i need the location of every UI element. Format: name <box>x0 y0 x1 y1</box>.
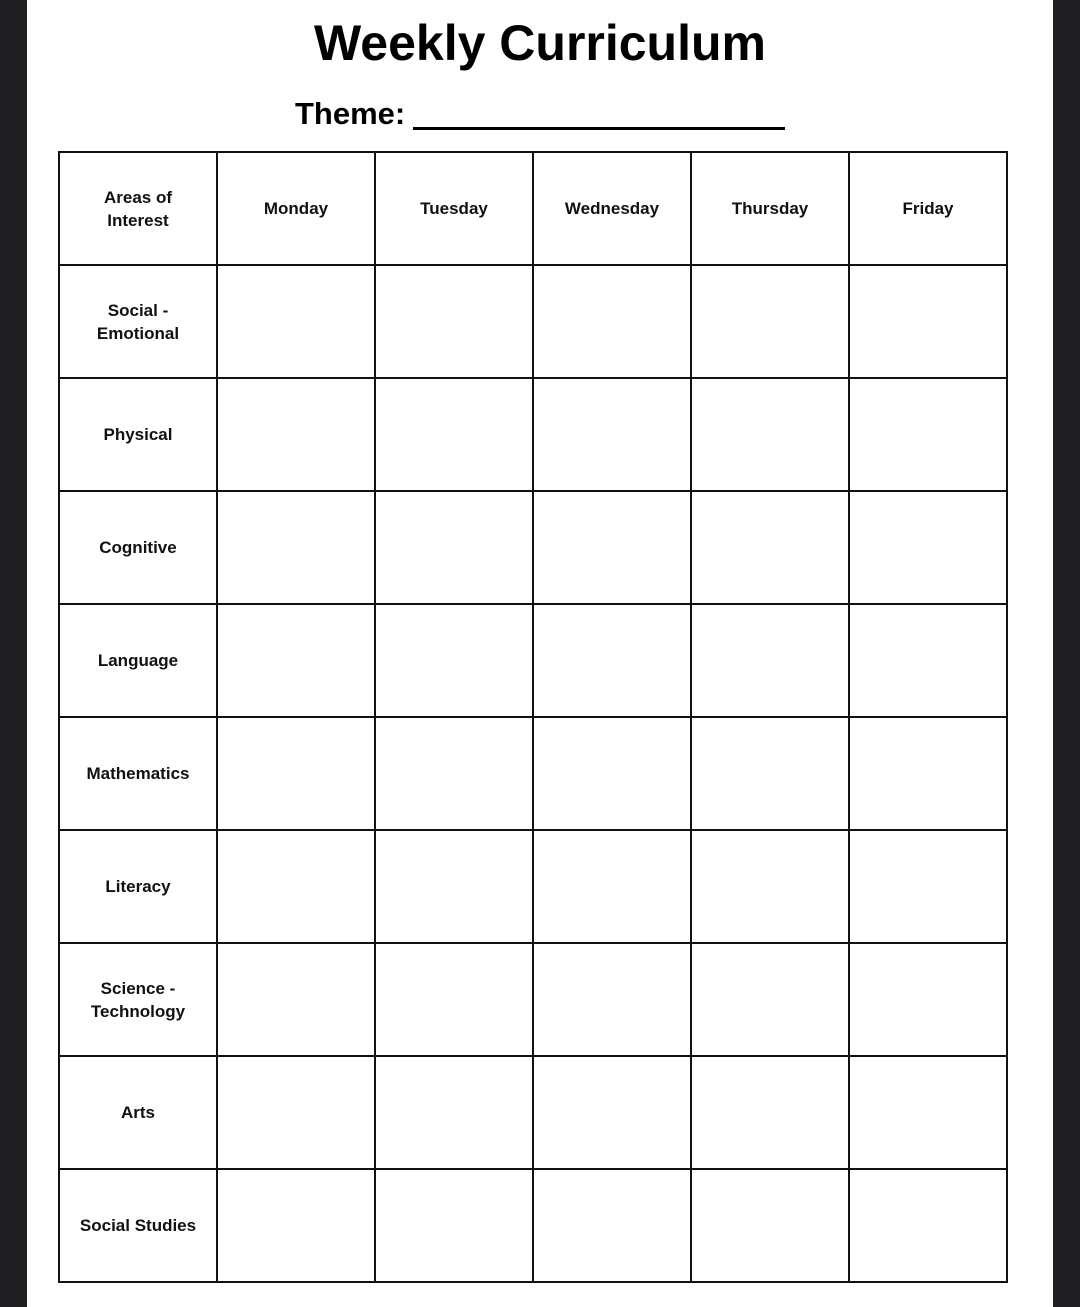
table-row <box>59 378 1007 491</box>
plan-cell[interactable] <box>691 943 849 1056</box>
plan-cell[interactable] <box>533 717 691 830</box>
area-label <box>59 265 217 378</box>
header-day: Thursday <box>691 152 849 265</box>
cell-text-line: Cognitive <box>99 538 177 557</box>
plan-cell[interactable] <box>691 1169 849 1282</box>
curriculum-table <box>58 151 1008 1283</box>
cell-text-line: Technology <box>90 1001 186 1021</box>
plan-cell[interactable] <box>533 491 691 604</box>
area-label <box>59 1056 217 1169</box>
plan-cell[interactable] <box>533 830 691 943</box>
plan-cell[interactable] <box>849 717 1007 830</box>
plan-cell[interactable] <box>533 604 691 717</box>
table-row <box>59 1056 1007 1169</box>
plan-cell[interactable] <box>375 1169 533 1282</box>
plan-cell[interactable] <box>375 604 533 717</box>
plan-cell[interactable] <box>849 1169 1007 1282</box>
plan-cell[interactable] <box>375 943 533 1056</box>
plan-cell[interactable] <box>691 1056 849 1169</box>
cell-text-line: Social Studies <box>79 1216 197 1235</box>
header-day: Tuesday <box>375 152 533 265</box>
plan-cell[interactable] <box>849 943 1007 1056</box>
plan-cell[interactable] <box>217 378 375 491</box>
plan-cell[interactable] <box>533 943 691 1056</box>
cell-text-line: Social - <box>107 300 169 320</box>
area-label <box>59 378 217 491</box>
table-row <box>59 265 1007 378</box>
plan-cell[interactable] <box>849 491 1007 604</box>
plan-cell[interactable] <box>217 604 375 717</box>
plan-cell[interactable] <box>217 265 375 378</box>
area-label <box>59 717 217 830</box>
cell-text-line: Mathematics <box>86 764 190 783</box>
header-areas-of-interest <box>59 152 217 265</box>
plan-cell[interactable] <box>375 491 533 604</box>
table-row <box>59 943 1007 1056</box>
cell-text-line: Language <box>97 651 179 670</box>
plan-cell[interactable] <box>849 830 1007 943</box>
area-label <box>59 604 217 717</box>
header-day: Friday <box>849 152 1007 265</box>
area-label <box>59 943 217 1056</box>
theme-blank-line <box>413 127 785 130</box>
table-row <box>59 1169 1007 1282</box>
plan-cell[interactable] <box>691 604 849 717</box>
table-row <box>59 717 1007 830</box>
area-label <box>59 491 217 604</box>
area-label <box>59 830 217 943</box>
plan-cell[interactable] <box>691 491 849 604</box>
plan-cell[interactable] <box>849 265 1007 378</box>
plan-cell[interactable] <box>849 604 1007 717</box>
plan-cell[interactable] <box>217 830 375 943</box>
plan-cell[interactable] <box>217 943 375 1056</box>
cell-text-line: Interest <box>107 210 169 230</box>
header-row <box>59 152 1007 265</box>
plan-cell[interactable] <box>691 378 849 491</box>
plan-cell[interactable] <box>691 830 849 943</box>
cell-text-line: Science - <box>100 978 176 998</box>
table-row <box>59 604 1007 717</box>
worksheet-page <box>27 0 1053 1307</box>
page-title: Weekly Curriculum <box>313 15 766 71</box>
plan-cell[interactable] <box>691 265 849 378</box>
plan-cell[interactable] <box>375 378 533 491</box>
area-label <box>59 1169 217 1282</box>
cell-text-line: Literacy <box>105 877 171 896</box>
table-row <box>59 491 1007 604</box>
plan-cell[interactable] <box>375 830 533 943</box>
cell-text-line: Emotional <box>96 323 180 343</box>
table-row <box>59 830 1007 943</box>
plan-cell[interactable] <box>849 1056 1007 1169</box>
plan-cell[interactable] <box>217 491 375 604</box>
plan-cell[interactable] <box>533 265 691 378</box>
plan-cell[interactable] <box>849 378 1007 491</box>
header-day: Monday <box>217 152 375 265</box>
header-day: Wednesday <box>533 152 691 265</box>
plan-cell[interactable] <box>217 1169 375 1282</box>
plan-cell[interactable] <box>217 1056 375 1169</box>
plan-cell[interactable] <box>533 1169 691 1282</box>
plan-cell[interactable] <box>691 717 849 830</box>
plan-cell[interactable] <box>375 717 533 830</box>
plan-cell[interactable] <box>217 717 375 830</box>
plan-cell[interactable] <box>533 378 691 491</box>
cell-text-line: Physical <box>103 425 173 444</box>
cell-text-line: Areas of <box>103 187 173 207</box>
theme-label: Theme: <box>295 96 406 131</box>
plan-cell[interactable] <box>375 265 533 378</box>
plan-cell[interactable] <box>533 1056 691 1169</box>
plan-cell[interactable] <box>375 1056 533 1169</box>
cell-text-line: Arts <box>120 1103 155 1122</box>
